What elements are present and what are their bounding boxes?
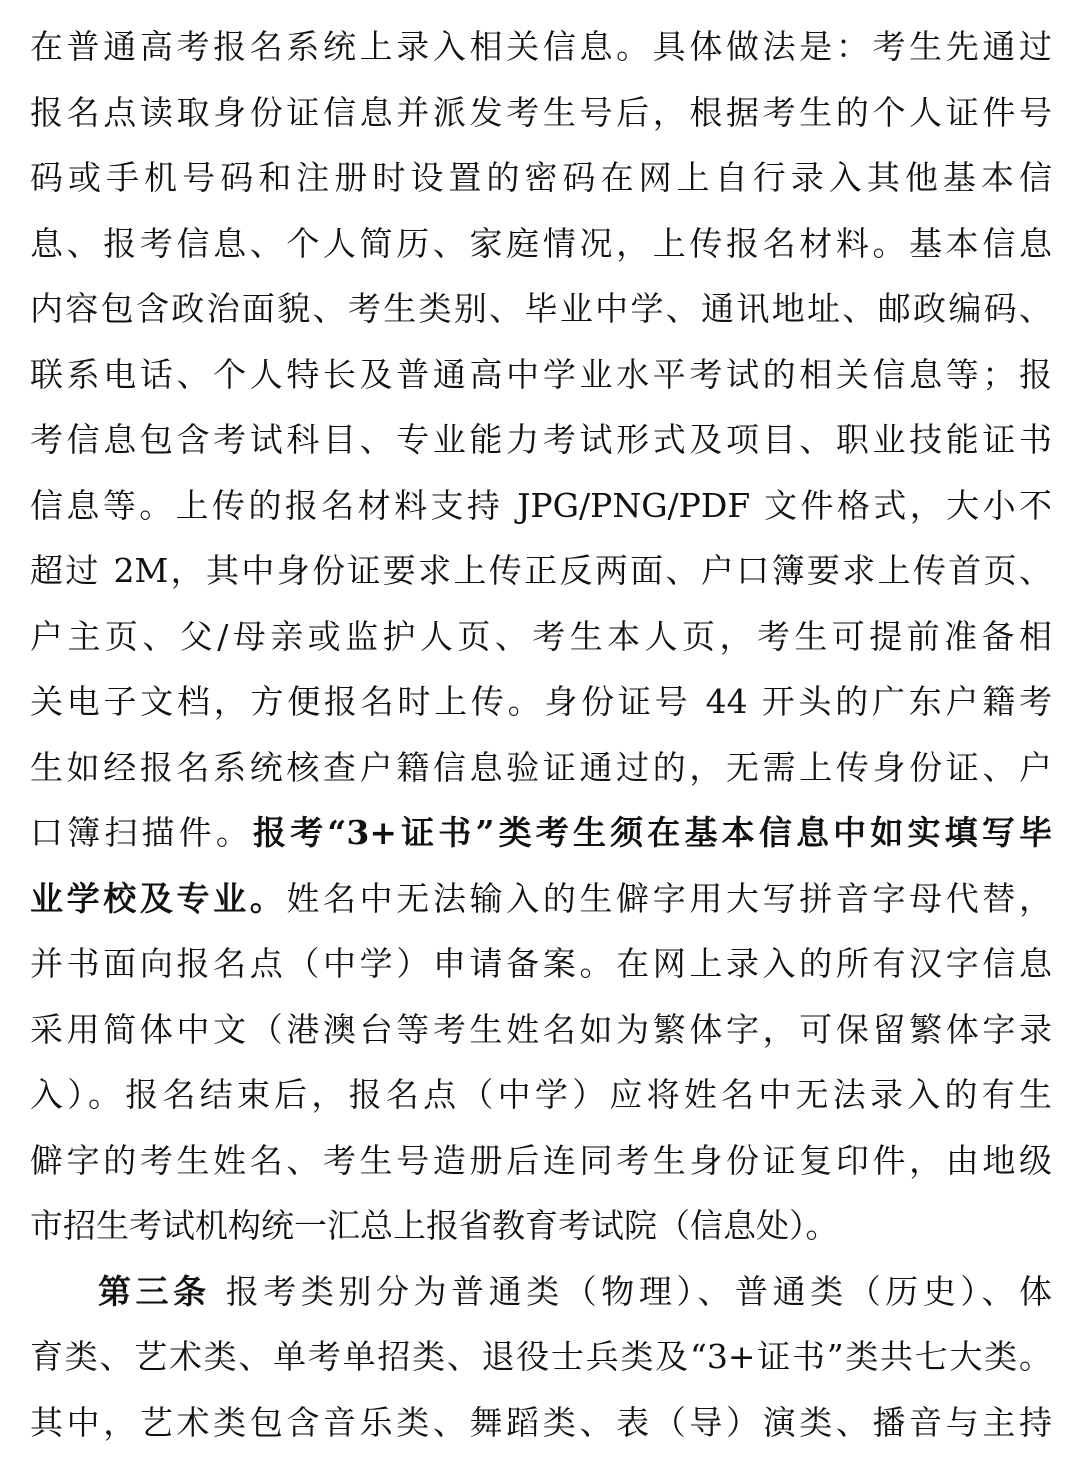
- text-line: 生如经报名系统核查户籍信息验证通过的，无需上传身份证、户: [30, 747, 1052, 787]
- text-line: 信息等。上传的报名材料支持 JPG/PNG/PDF 文件格式，大小不: [30, 485, 1052, 525]
- text-line: 户主页、父/母亲或监护人页、考生本人页，考生可提前准备相: [30, 616, 1052, 656]
- text-line-mixed: [30, 1259, 1052, 1325]
- text-line-mixed: [30, 800, 1052, 866]
- text-run-bold: 报考“3+证书”类考生须在基本信息中如实填写毕: [253, 813, 1052, 852]
- text-line: 入）。报名结束后，报名点（中学）应将姓名中无法录入的有生: [30, 1075, 1052, 1114]
- text-line: 超过 2M，其中身份证要求上传正反两面、户口簿要求上传首页、: [30, 551, 1052, 590]
- text-line: 考信息包含考试科目、专业能力考试形式及项目、职业技能证书: [30, 420, 1052, 459]
- text-line: 内容包含政治面貌、考生类别、毕业中学、通讯地址、邮政编码、: [30, 289, 1052, 328]
- text-run-normal: 姓名中无法输入的生僻字用大写拼音字母代替，: [286, 878, 1052, 918]
- text-line: 码或手机号码和注册时设置的密码在网上自行录入其他基本信: [30, 158, 1052, 197]
- paragraph-registration-info: [30, 14, 1052, 1259]
- text-line: 育类、艺术类、单考单招类、退役士兵类及“3+证书”类共七大类。: [30, 1337, 1052, 1376]
- text-line: 关电子文档，方便报名时上传。身份证号 44 开头的广东户籍考: [30, 682, 1052, 721]
- text-line: 僻字的考生姓名、考生号造册后连同考生身份证复印件，由地级: [30, 1140, 1052, 1180]
- text-line: 报名点读取身份证信息并派发考生号后，根据考生的个人证件号: [30, 92, 1052, 132]
- text-line: 在普通高考报名系统上录入相关信息。具体做法是：考生先通过: [30, 27, 1052, 66]
- text-line: 其中，艺术类包含音乐类、舞蹈类、表（导）演类、播音与主持: [30, 1402, 1052, 1442]
- text-line: 并书面向报名点（中学）申请备案。在网上录入的所有汉字信息: [30, 944, 1052, 983]
- text-run-normal: 口簿扫描件。: [30, 813, 254, 852]
- text-line: 息、报考信息、个人简历、家庭情况，上传报名材料。基本信息: [30, 223, 1052, 263]
- text-line: 市招生考试机构统一汇总上报省教育考试院（信息处）。: [30, 1206, 839, 1245]
- text-run-normal: 报考类别分为普通类（物理）、普通类（历史）、体: [210, 1271, 1052, 1311]
- text-line-mixed: [30, 866, 1052, 932]
- text-line: 采用简体中文（港澳台等考生姓名如为繁体字，可保留繁体字录: [30, 1009, 1052, 1049]
- paragraph-article-3: [30, 1259, 1052, 1456]
- article-heading: 第三条: [98, 1271, 211, 1311]
- text-line: 联系电话、个人特长及普通高中学业水平考试的相关信息等；报: [30, 354, 1052, 394]
- text-run-bold: 业学校及专业。: [30, 878, 287, 918]
